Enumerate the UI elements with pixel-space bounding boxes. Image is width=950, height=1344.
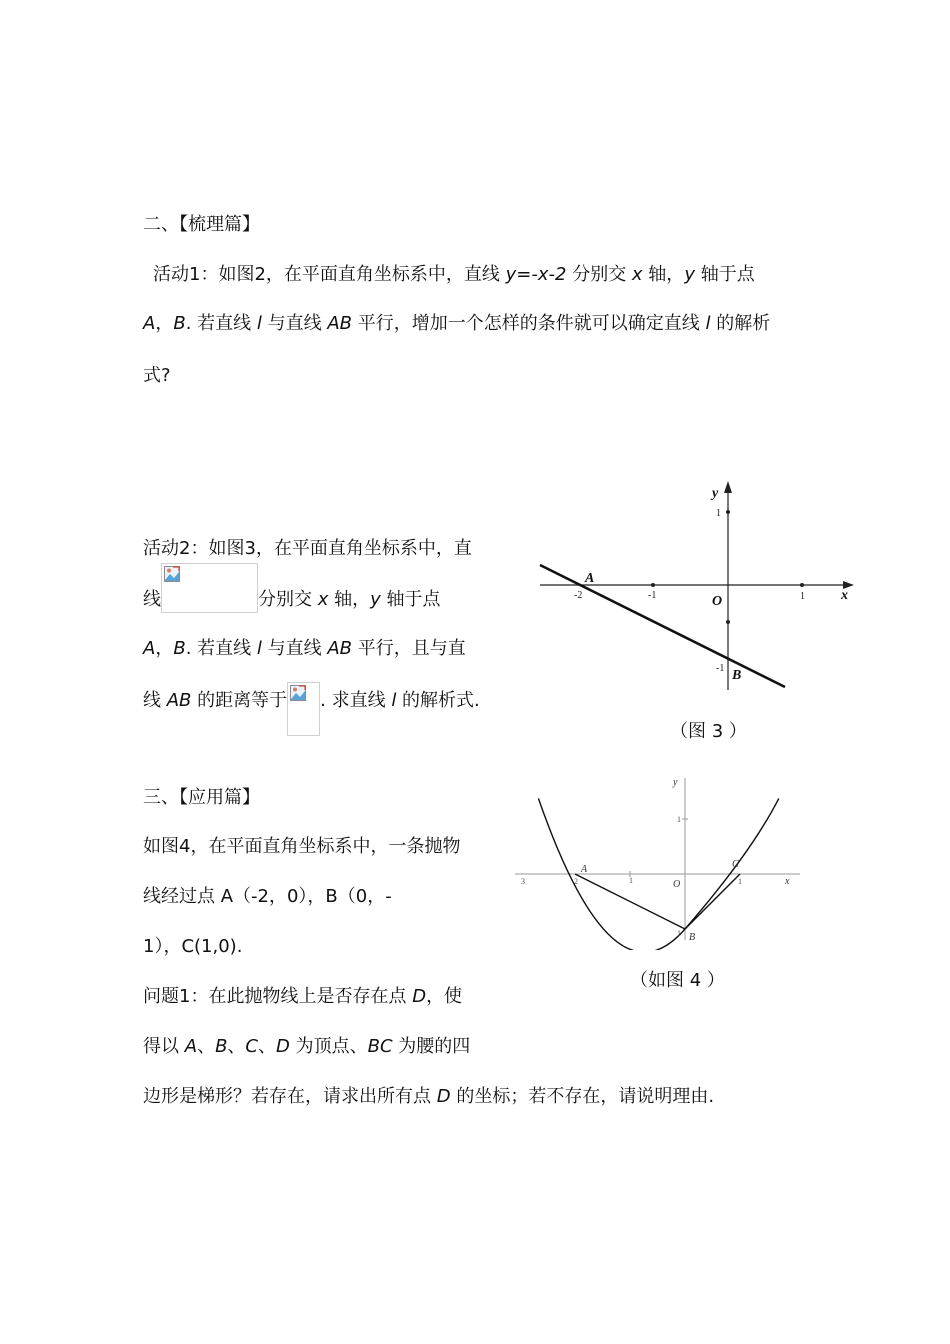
segment-ab: AB (327, 638, 352, 659)
section-2-heading (143, 214, 260, 236)
text: 分别交 (258, 589, 318, 610)
section-3-line-3 (143, 936, 242, 958)
var-y: y (370, 589, 381, 610)
figure-4-diagram (510, 770, 810, 950)
line-l: l (256, 638, 262, 659)
label-y: y (712, 486, 719, 501)
figure-3-caption: （图 3 ） (670, 721, 747, 742)
point-b: B (173, 638, 186, 659)
question-1-line-3 (143, 1086, 714, 1108)
var-x: x (317, 589, 329, 610)
tick-label: 1 (716, 508, 721, 519)
text: 如图4，在平面直角坐标系中，一条抛物 (143, 836, 461, 857)
tick-dot (726, 620, 730, 624)
label-origin: O (673, 879, 681, 890)
tick-label: 1 (629, 876, 633, 885)
text: 分别交 (566, 264, 632, 285)
tick-label: 1 (800, 591, 805, 602)
label-y: y (673, 777, 678, 788)
text: 平行，增加一个怎样的条件就可以确定直线 (352, 313, 706, 334)
text: . 若直线 (185, 638, 257, 659)
point-b: B (215, 1036, 228, 1057)
point-a: A (143, 313, 156, 334)
activity-1-line-1 (153, 264, 755, 286)
question-1-line-1 (143, 986, 462, 1008)
text: 问题1：在此抛物线上是否存在点 (143, 986, 413, 1007)
tick-label: 1 (738, 877, 742, 886)
text: ， (155, 638, 174, 659)
text: 为腰的四 (392, 1036, 471, 1057)
broken-image-icon (287, 682, 320, 736)
point-a: A (143, 638, 156, 659)
label-x: x (785, 876, 790, 887)
var-x: x (631, 264, 643, 285)
image-placeholder-icon (164, 566, 180, 582)
section-2-heading-text: 二、【梳理篇】 (143, 214, 260, 235)
text: 与直线 (261, 313, 328, 334)
figure-4-caption: （如图 4 ） (630, 970, 725, 991)
label-point-b: B (689, 932, 696, 943)
point-d: D (276, 1036, 290, 1057)
activity-2-line-4 (143, 690, 480, 736)
label-point-a: A (585, 571, 595, 586)
text: 轴， (328, 589, 371, 610)
tick-label: -1 (716, 663, 725, 674)
activity-2-line-2 (143, 587, 441, 613)
line-l: l (256, 313, 262, 334)
text: 得以 (143, 1036, 185, 1057)
text: 、 (227, 1036, 246, 1057)
text: 线经过点 A（-2，0），B（0，- (143, 886, 392, 907)
y-axis-arrow (724, 481, 732, 493)
tick-dot (800, 583, 804, 587)
point-b: B (173, 313, 186, 334)
line-ab (540, 565, 785, 687)
segment-bc: BC (367, 1036, 393, 1057)
tick-label: 1 (677, 815, 681, 824)
text: 与直线 (261, 638, 328, 659)
tick-label: -2 (574, 590, 583, 601)
label-point-a: A (581, 864, 588, 875)
point-d: D (436, 1086, 451, 1107)
label-x: x (841, 588, 848, 603)
equation: y=-x-2 (505, 264, 567, 285)
label-point-c: C (732, 859, 739, 870)
activity-2-line-3 (143, 638, 466, 660)
text: 边形是梯形？若存在，请求出所有点 (143, 1086, 437, 1107)
image-placeholder-icon (290, 685, 306, 701)
text: 轴于点 (694, 264, 755, 285)
text: 为顶点、 (289, 1036, 368, 1057)
text: 平行，且与直 (352, 638, 466, 659)
tick-label: -1 (648, 590, 657, 601)
segment-ab: AB (327, 313, 352, 334)
segment-bc (685, 874, 740, 929)
broken-image-icon (161, 563, 258, 613)
text: 的解析 (710, 313, 771, 334)
text: 的解析式. (396, 690, 480, 711)
tick-label: 1 (677, 929, 681, 938)
text: ， (155, 313, 174, 334)
question-1-line-2 (143, 1036, 470, 1058)
text: 1），C(1,0). (143, 936, 243, 957)
text: ，使 (426, 986, 463, 1007)
text: . 若直线 (185, 313, 257, 334)
text: 的距离等于 (191, 690, 288, 711)
text: 线 (143, 589, 161, 610)
text: 轴， (642, 264, 685, 285)
text: 、 (197, 1036, 216, 1057)
text: . 求直线 (320, 690, 392, 711)
section-3-line-1 (143, 836, 460, 858)
text: 式? (143, 365, 171, 386)
tick-dot (726, 510, 730, 514)
text: 活动1：如图2，在平面直角坐标系中，直线 (153, 264, 506, 285)
activity-1-line-2 (143, 313, 770, 335)
tick-label: 2 (574, 877, 578, 886)
text: 轴于点 (380, 589, 441, 610)
label-origin: O (712, 594, 723, 609)
text: 、 (258, 1036, 276, 1057)
segment-ab: AB (166, 690, 192, 711)
text: 线 (143, 690, 167, 711)
point-d: D (412, 986, 427, 1007)
text: 活动2：如图3，在平面直角坐标系中，直 (143, 538, 472, 559)
var-y: y (684, 264, 695, 285)
figure-3-diagram (530, 475, 870, 700)
section-3-heading-text: 三、【应用篇】 (143, 787, 260, 808)
tick-dot (651, 583, 655, 587)
text: 的坐标；若不存在，请说明理由. (450, 1086, 715, 1107)
section-3-line-2 (143, 886, 392, 908)
line-l: l (391, 690, 397, 711)
activity-2-line-1 (143, 538, 472, 560)
point-c: C (245, 1036, 258, 1057)
line-l: l (705, 313, 711, 334)
point-a: A (184, 1036, 198, 1057)
activity-1-line-3 (143, 365, 171, 387)
label-point-b: B (732, 668, 742, 683)
section-3-heading (143, 787, 260, 809)
tick-label: 3 (521, 877, 525, 886)
